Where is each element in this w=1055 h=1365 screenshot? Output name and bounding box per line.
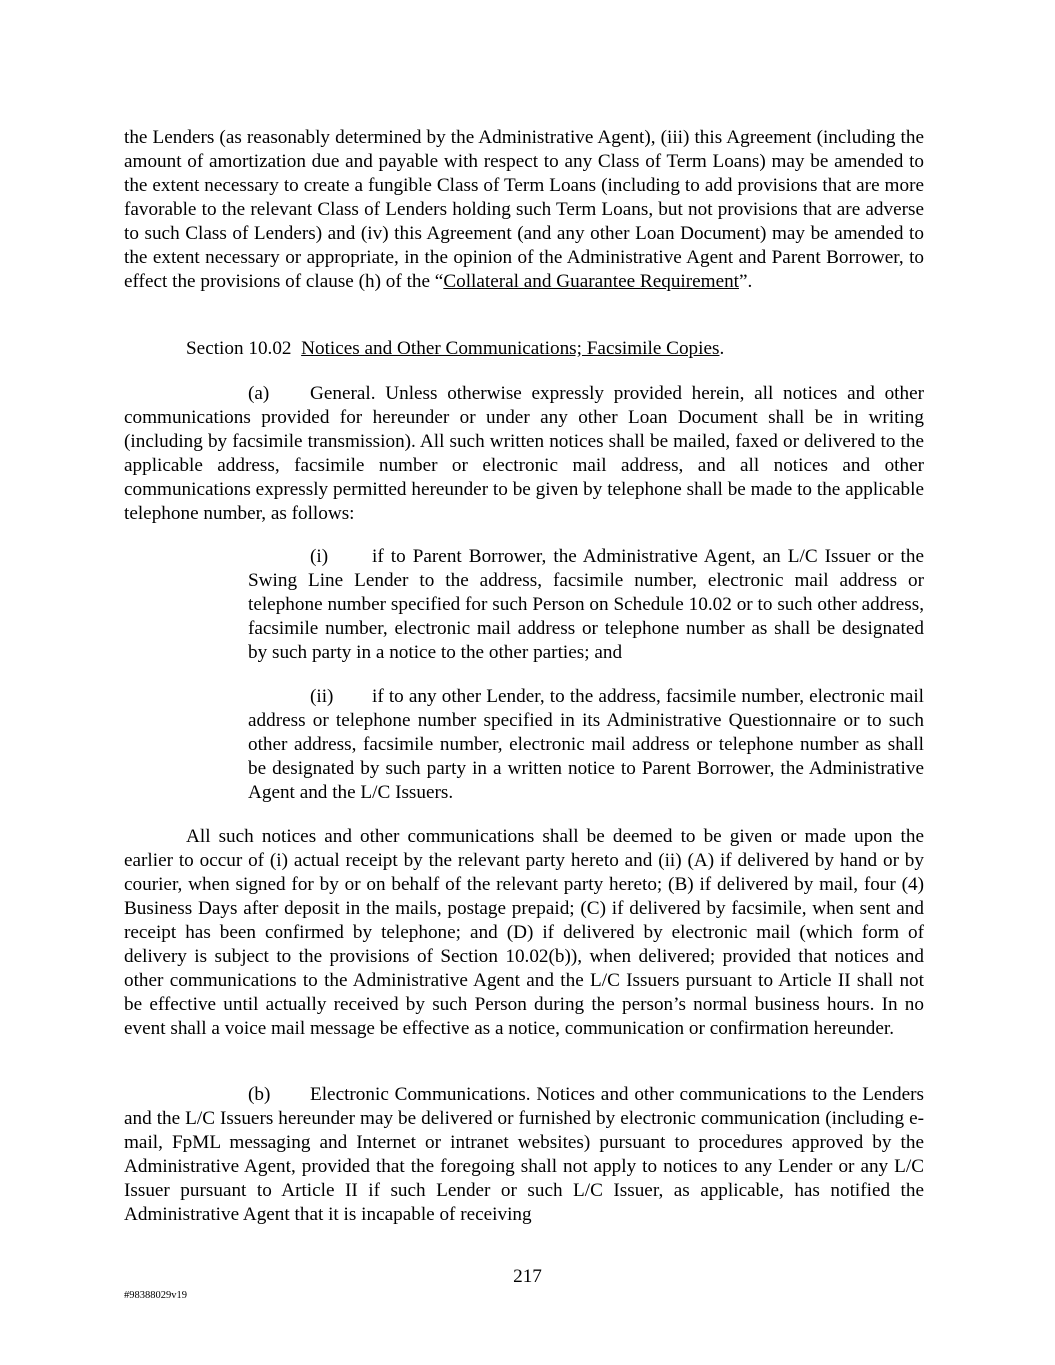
notices-effectiveness-paragraph	[124, 825, 924, 1041]
clause-ii-label: (ii)	[310, 686, 334, 707]
clause-ii-text: if to any other Lender, to the address, facsimile number, electronic mail address or telephone number specified in its Administrative Questionnaire or to such other address, facsimile number, electronic mail address or telephone number as shall be designated by such party in a written notice to Parent Borrower, the Administrative Agent and the L/C Issuers.	[248, 686, 924, 803]
section-number: Section 10.02	[186, 338, 292, 359]
clause-a-label: (a)	[248, 383, 270, 404]
collateral-guarantee-reference: Collateral and Guarantee Requirement	[443, 271, 740, 292]
clause-i-text: if to Parent Borrower, the Administrative Agent, an L/C Issuer or the Swing Line Lender to the address, facsimile number, electronic mail address or telephone number specified for such Person on Schedule 10.02 or to such other address, facsimile number, electronic mail address or telephone number as shall be designated by such party in a notice to the other parties; and	[248, 546, 924, 663]
paragraph-text: the Lenders (as reasonably determined by the Administrative Agent), (iii) this Agreement (including the amount of amortization due and payable with respect to any Class of Term Loans) may be amended to the extent necessary to create a fungible Class of Term Loans (including to add provisions that are more favorable to the relevant Class of Lenders holding such Term Loans, but not provisions that are adverse to such Class of Lenders) and (iv) this Agreement (and any other Loan Document) may be amended to the extent necessary or appropriate, in the opinion of the Administrative Agent and Parent Borrower, to effect the provisions of clause (h) of the “	[124, 127, 924, 292]
document-id: #98388029v19	[124, 1290, 187, 1301]
section-heading	[124, 337, 924, 361]
paragraph-end: ”.	[739, 271, 753, 292]
clause-b-label: (b)	[248, 1084, 271, 1105]
clause-i-label: (i)	[310, 546, 329, 567]
clause-a-paragraph	[124, 382, 924, 526]
section-title-end: .	[719, 338, 725, 359]
notices-effectiveness-text: All such notices and other communications shall be deemed to be given or made upon the earlier to occur of (i) actual receipt by the relevant party hereto and (ii) (A) if delivered by hand or by courier, when signed for by or on behalf of the relevant party hereto; (B) if delivered by mail, four (4) Business Days after deposit in the mails, postage prepaid; (C) if delivered by facsimile, when sent and receipt has been confirmed by telephone; and (D) if delivered by electronic mail (which form of delivery is subject to the provisions of Section 10.02(b)), when delivered; provided that notices and other communications to the Administrative Agent and the L/C Issuers pursuant to Article II shall not be effective until actually received by such Person during the person’s normal business hours. In no event shall a voice mail message be effective as a notice, communication or confirmation hereunder.	[124, 826, 924, 1039]
clause-b-text: Electronic Communications. Notices and other communications to the Lenders and the L/C Issuers hereunder may be delivered or furnished by electronic communication (including e-mail, FpML messaging and Internet or intranet websites) pursuant to procedures approved by the Administrative Agent, provided that the foregoing shall not apply to notices to any Lender or any L/C Issuer pursuant to Article II if such Lender or such L/C Issuer, as applicable, has notified the Administrative Agent that it is incapable of receiving	[124, 1084, 924, 1225]
clause-b-paragraph	[124, 1083, 924, 1227]
clause-i-paragraph	[248, 545, 924, 665]
paragraph-continuation	[124, 126, 924, 294]
page-number: 217	[513, 1266, 542, 1287]
clause-ii-paragraph	[248, 685, 924, 805]
clause-a-text: General. Unless otherwise expressly provided herein, all notices and other communications provided for hereunder or under any other Loan Document shall be in writing (including by facsimile transmission). All such written notices shall be mailed, faxed or delivered to the applicable address, facsimile number or electronic mail address, and all notices and other communications expressly permitted hereunder to be given by telephone shall be made to the applicable telephone number, as follows:	[124, 383, 924, 524]
section-title: Notices and Other Communications; Facsimile Copies	[301, 338, 720, 359]
